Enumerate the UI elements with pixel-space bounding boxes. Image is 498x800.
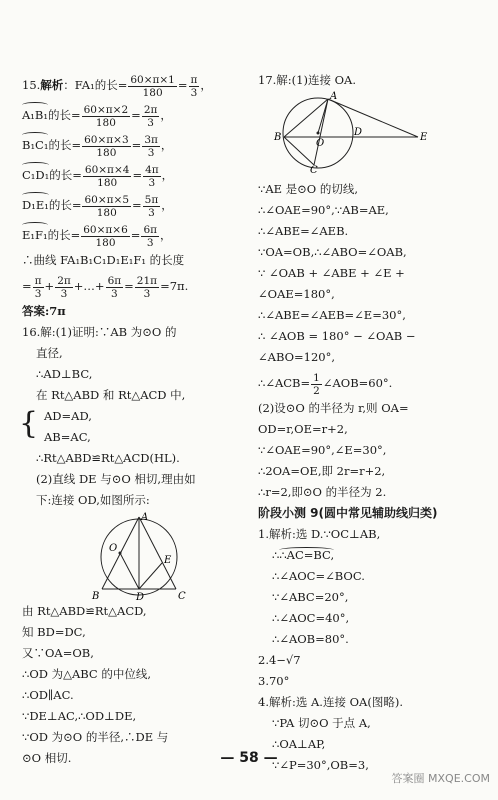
p17c-line: (2)设⊙O 的半径为 r,则 OA= xyxy=(258,401,409,415)
arc-label: B₁C₁ xyxy=(22,130,48,160)
p15-frac2: $\frac{\pi}{3}$ xyxy=(190,73,198,99)
brace-symbol: { xyxy=(19,406,39,441)
p16-system xyxy=(19,406,244,448)
p1-line: ∴∠AOC=∠BOC. xyxy=(272,569,365,583)
p17c-line: ∴2OA=OE,即 2r=r+2, xyxy=(258,464,386,478)
p1-line: ∴∠AOC=40°, xyxy=(272,611,350,625)
p16-figure xyxy=(22,511,244,601)
p16b-line: ∴OD∥AC. xyxy=(22,688,74,702)
label-a: A xyxy=(141,512,149,523)
p15-arc-row: A₁B₁的长= $\frac{60\times\pi\times 2}{180}$ = $\frac{2\pi}{3}$ ， xyxy=(22,100,244,130)
section-heading: 阶段小测 9(圆中常见辅助线归类) xyxy=(258,506,438,520)
arc-label: A₁B₁ xyxy=(22,100,48,130)
p15-curve-line: ∴曲线 FA₁B₁C₁D₁E₁F₁ 的长度 xyxy=(22,253,185,267)
p16-line: ∴AD⊥BC, xyxy=(36,367,93,381)
p4-line: ∵PA 切⊙O 于点 A, xyxy=(272,716,371,730)
arc-label: C₁D₁ xyxy=(22,160,49,190)
label-b: B xyxy=(274,132,282,143)
p15-arc-row: C₁D₁的长= $\frac{60\times\pi\times 4}{180}$ = $\frac{4\pi}{3}$ ， xyxy=(22,160,244,190)
p15-label: 解析 xyxy=(40,78,64,92)
frac: $\frac{6\pi}{3}$ xyxy=(143,223,158,249)
frac: $\frac{4\pi}{3}$ xyxy=(145,163,159,189)
p15-arc-row: E₁F₁的长= $\frac{60\times\pi\times 6}{180}$ = $\frac{6\pi}{3}$ ， xyxy=(22,220,244,250)
label-d: D xyxy=(136,592,145,601)
p1-line: ∴∠AOB=80°. xyxy=(272,632,349,646)
p17-figure xyxy=(258,91,486,173)
frac: $\frac{2\pi}{3}$ xyxy=(57,274,71,300)
p17-line: 17.解:(1)连接 OA. xyxy=(258,73,356,87)
p17b-line: ∴∠ABE=∠AEB=∠E=30°, xyxy=(258,308,406,322)
p16b-line: ⊙O 相切. xyxy=(22,751,72,765)
segment-od xyxy=(120,553,139,589)
p17b-line: ∠OAE=180°, xyxy=(258,287,335,301)
p16-line: ∴Rt△ABD≌Rt△ACD(HL). xyxy=(36,451,180,465)
p16-line: 16.解:(1)证明:∵AB 为⊙O 的 xyxy=(22,325,177,339)
p16b-line: 又∵OA=OB, xyxy=(22,646,94,660)
segment-ac xyxy=(139,517,176,589)
p16-line: AB=AC, xyxy=(44,430,91,444)
label-c: C xyxy=(310,165,318,173)
p16b-line: ∴OD 为△ABC 的中位线, xyxy=(22,667,152,681)
p15-number: 15. xyxy=(22,78,41,92)
p4-line: ∴OA⊥AP, xyxy=(272,737,326,751)
right-column xyxy=(258,70,486,776)
p17b-line: ∴ ∠AOB = 180° − ∠OAB − xyxy=(258,329,416,343)
frac: $\frac{21\pi}{3}$ xyxy=(136,274,158,300)
frac: $\frac{60\times\pi\times 2}{180}$ xyxy=(83,103,129,129)
arc-label: E₁F₁ xyxy=(22,220,48,250)
p16-line: (2)直线 DE 与⊙O 相切,理由如 xyxy=(36,472,196,486)
page-number: — 58 — xyxy=(220,750,278,766)
p16b-line: 由 Rt△ABD≌Rt△ACD, xyxy=(22,604,147,618)
arc-label: D₁E₁ xyxy=(22,190,49,220)
p16b-line: ∵DE⊥AC,∴OD⊥DE, xyxy=(22,709,137,723)
p17b-line: ∵AE 是⊙O 的切线, xyxy=(258,182,359,196)
p16-line: 直径, xyxy=(36,346,63,360)
p17b-line: ∵OA=OB,∴∠ABO=∠OAB, xyxy=(258,245,407,259)
label-e: E xyxy=(420,132,428,143)
frac-half: $\frac{1}{2}$ xyxy=(313,371,320,397)
p15-arc-rows xyxy=(22,100,244,250)
left-column xyxy=(19,70,244,769)
p2-line: 2.4−√7 xyxy=(258,653,301,667)
p3-line: 3.70° xyxy=(258,674,290,688)
p15-arc-row: D₁E₁的长= $\frac{60\times\pi\times 5}{180}$ = $\frac{5\pi}{3}$ ， xyxy=(22,190,244,220)
watermark-text: 答案圈 MXQE.COM xyxy=(391,772,490,785)
p17c-line: ∵∠OAE=90°,∠E=30°, xyxy=(258,443,387,457)
p16b-line: ∵OD 为⊙O 的半径,∴DE 与 xyxy=(22,730,169,744)
p16-line: 下:连接 OD,如图所示: xyxy=(36,493,150,507)
label-o: O xyxy=(316,138,325,149)
p16-line: AD=AD, xyxy=(44,409,92,423)
frac: $\frac{3\pi}{3}$ xyxy=(144,133,158,159)
p1-line: 1.解析:选 D.∵OC⊥AB, xyxy=(258,527,381,541)
p17b-line: ∴∠OAE=90°,∵AB=AE, xyxy=(258,203,389,217)
p1-line: ∵∠ABC=20°, xyxy=(272,590,349,604)
point-o xyxy=(119,552,122,555)
p4-line: 4.解析:选 A.连接 OA(图略). xyxy=(258,695,403,709)
frac: $\frac{6\pi}{3}$ xyxy=(107,274,122,300)
frac: $\frac{2\pi}{3}$ xyxy=(143,103,158,129)
segment-de xyxy=(139,563,162,589)
p15-arc-text: ：FA₁的长= xyxy=(63,78,128,92)
segment-ae xyxy=(328,99,418,137)
p17b-line: ∴∠ABE=∠AEB. xyxy=(258,224,349,238)
label-a: A xyxy=(330,91,338,102)
frac: $\frac{60\times\pi\times 5}{180}$ xyxy=(84,193,130,219)
label-o: O xyxy=(109,543,118,554)
circle-triangle-diagram xyxy=(84,511,234,601)
p15-sum-line: = $\frac{\pi}{3}$ + $\frac{2\pi}{3}$ +…+ $\frac{6\pi}{3}$ = $\frac{21\pi}{3}$ =7π. xyxy=(22,274,189,300)
p15-answer: 答案:7π xyxy=(22,304,66,318)
label-c: C xyxy=(178,591,186,601)
frac: $\frac{60\times\pi\times 6}{180}$ xyxy=(83,223,128,249)
label-d: D xyxy=(354,127,363,138)
p4-line: ∵∠P=30°,OB=3, xyxy=(272,758,369,772)
p16b-line: 知 BD=DC, xyxy=(22,625,86,639)
circle-tangent-diagram xyxy=(258,91,438,173)
p1-line: ∴∴AC=BC, xyxy=(258,545,486,566)
frac: $\frac{5\pi}{3}$ xyxy=(144,193,159,219)
frac: $\frac{\pi}{3}$ xyxy=(34,274,42,300)
p17c-line: ∴r=2,即⊙O 的半径为 2. xyxy=(258,485,387,499)
p17b-line: ∠ABO=120°, xyxy=(258,350,336,364)
p16-line: 在 Rt△ABD 和 Rt△ACD 中, xyxy=(36,388,186,402)
p17-acb-line: ∴∠ACB= $\frac{1}{2}$ ∠AOB=60°. xyxy=(258,371,393,397)
p15-line1: 15.解析：FA₁的长= $\frac{60\times\pi\times 1}{180}$ = $\frac{\pi}{3}$ ， xyxy=(22,73,212,99)
p17c-line: OD=r,OE=r+2, xyxy=(258,422,348,436)
label-b: B xyxy=(92,591,100,601)
p15-frac1: $\frac{60\times\pi\times 1}{180}$ xyxy=(130,73,175,99)
segment-oa xyxy=(318,99,328,133)
p15-arc-row: B₁C₁的长= $\frac{60\times\pi\times 3}{180}$ = $\frac{3\pi}{3}$ ， xyxy=(22,130,244,160)
frac: $\frac{60\times\pi\times 3}{180}$ xyxy=(84,133,129,159)
p17b-line: ∵ ∠OAB + ∠ABE + ∠E + xyxy=(258,266,405,280)
label-e: E xyxy=(164,555,172,566)
point-o xyxy=(317,132,320,135)
frac: $\frac{60\times\pi\times 4}{180}$ xyxy=(84,163,130,189)
